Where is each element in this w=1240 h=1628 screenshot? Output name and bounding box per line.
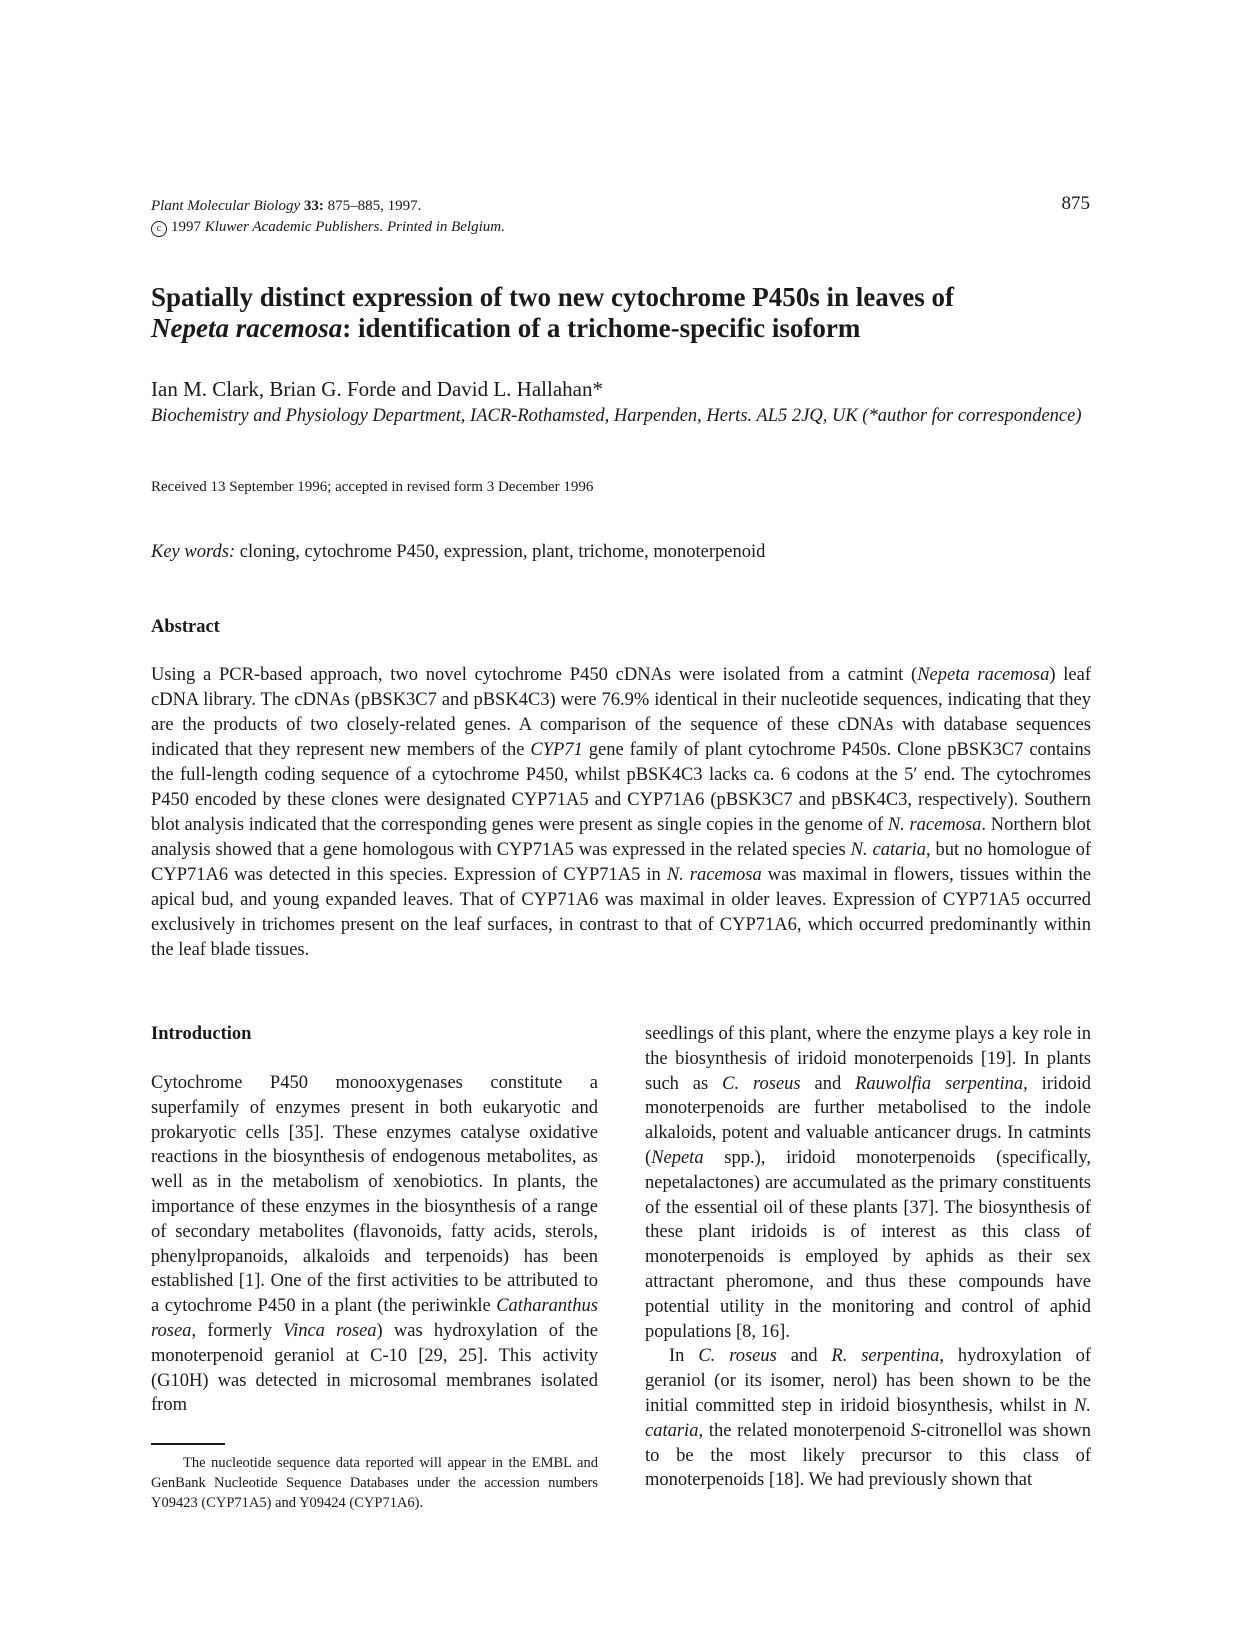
italic-fragment: Nepeta — [651, 1147, 704, 1168]
intro-paragraph-1-continued — [645, 1022, 1091, 1344]
abstract-italic: N. cataria — [850, 840, 926, 860]
page-number: 875 — [1061, 193, 1090, 214]
copyright-icon: c — [151, 221, 167, 237]
text-fragment: spp.), iridoid monoterpenoids (specifically, nepetalactones) are accumulated as the primary constituents of the essential oil of these plants [37]. The biosynthesis of these plant iridoids is of interest as this class of monoterpenoids is employed by aphids as their sex attractant pheromone, and thus these compounds have potential utility in the monitoring and control of aphid populations [8, 16]. — [645, 1147, 1091, 1342]
italic-fragment: Catharanthus rosea — [151, 1296, 598, 1341]
abstract-fragment: , but no homologue of CYP71A6 was detected in this species. Expression of CYP71A5 in — [151, 840, 1092, 885]
abstract-fragment: . Northern blot analysis showed that a gene homologous with CYP71A5 was expressed in the related species — [151, 815, 1091, 860]
keywords — [151, 542, 765, 563]
abstract-fragment: was maximal in flowers, tissues within the apical bud, and young expanded leaves. That of CYP71A6 was maximal in older leaves. Expression of CYP71A5 occurred exclusively in trichomes present on the leaf surfaces, in contrast to that of CYP71A6, which occurred predominantly within the leaf blade tissues. — [151, 865, 1091, 960]
article-title — [151, 282, 1091, 344]
abstract-fragment: ) leaf cDNA library. The cDNAs (pBSK3C7 and pBSK4C3) were 76.9% identical in their nucleotide sequences, indicating that they are the products of two closely-related genes. A comparison of the sequence of these cDNAs with database sequences indicated that they represent new members of the — [151, 665, 1091, 760]
text-fragment: In — [669, 1346, 699, 1367]
text-fragment: -citronellol was shown to be the most likely precursor to this class of monoterpenoids [18]. We had previously shown that — [645, 1420, 1091, 1491]
abstract-italic: Nepeta racemosa — [917, 665, 1050, 685]
abstract-text — [151, 663, 1091, 963]
intro-paragraph-2 — [645, 1344, 1091, 1493]
right-column — [645, 1022, 1091, 1493]
keywords-label: Key words: — [151, 542, 236, 562]
italic-fragment: S — [910, 1420, 921, 1441]
text-fragment: ) was hydroxylation of the monoterpenoid geraniol at C-10 [29, 25]. This activity (G10H) was detected in microsomal membranes isolated from — [151, 1320, 598, 1416]
italic-fragment: C. roseus — [698, 1346, 777, 1367]
text-fragment: , hydroxylation of geraniol (or its isomer, nerol) has been shown to be the initial committed step in iridoid biosynthesis, whilst in — [645, 1346, 1092, 1416]
journal-pages-year: 875–885, 1997. — [323, 198, 422, 214]
italic-fragment: N. cataria — [645, 1395, 1091, 1441]
journal-volume: 33: — [303, 198, 324, 214]
text-fragment: , formerly — [191, 1320, 284, 1341]
text-fragment: , the related monoterpenoid — [698, 1420, 911, 1441]
authors: Ian M. Clark, Brian G. Forde and David L. Hallahan* — [151, 377, 603, 401]
italic-fragment: C. roseus — [722, 1073, 801, 1094]
abstract-italic: CYP71 — [530, 740, 583, 760]
journal-name: Plant Molecular Biology — [151, 198, 301, 214]
journal-line — [151, 196, 505, 217]
abstract-fragment: Using a PCR-based approach, two novel cytochrome P450 cDNAs were isolated from a catmint ( — [151, 665, 918, 685]
introduction-heading: Introduction — [151, 1024, 252, 1044]
title-part-1: Spatially distinct expression of two new cytochrome P450s in leaves of — [151, 282, 954, 312]
italic-fragment: Rauwolfia serpentina — [855, 1073, 1024, 1094]
text-fragment: Cytochrome P450 monooxygenases constitute a superfamily of enzymes present in both eukaryotic and prokaryotic cells [35]. These enzymes catalyse oxidative reactions in the biosynthesis of endogenous metabolites, as well as in the metabolism of xenobiotics. In plants, the importance of these enzymes in the biosynthesis of a range of secondary metabolites (flavonoids, fatty acids, sterols, phenylpropanoids, alkaloids and terpenoids) has been established [1]. One of the first activities to be attributed to a cytochrome P450 in a plant (the periwinkle — [151, 1073, 598, 1317]
text-fragment: and — [800, 1073, 856, 1094]
abstract-heading: Abstract — [151, 617, 220, 637]
left-column — [151, 1022, 598, 1418]
keywords-list: cloning, cytochrome P450, expression, plant, trichome, monoterpenoid — [235, 542, 766, 562]
italic-fragment: Vinca rosea — [283, 1320, 377, 1341]
abstract-italic: N. racemosa — [666, 865, 762, 885]
intro-paragraph-1 — [151, 1071, 598, 1418]
text-fragment: seedlings of this plant, where the enzyme plays a key role in the biosynthesis of iridoid monoterpenoids [19]. In plants such as — [645, 1024, 1091, 1094]
text-fragment: and — [776, 1346, 832, 1367]
affiliation: Biochemistry and Physiology Department, IACR-Rothamsted, Harpenden, Herts. AL5 2JQ, UK (*author for correspondence) — [151, 406, 1082, 426]
footnote: The nucleotide sequence data reported will appear in the EMBL and GenBank Nucleotide Sequence Databases under the accession numbers Y09423 (CYP71A5) and Y09424 (CYP71A6). — [151, 1455, 598, 1511]
journal-citation — [151, 196, 505, 238]
received-dates: Received 13 September 1996; accepted in revised form 3 December 1996 — [151, 479, 594, 495]
title-part-2: : identification of a trichome-specific isoform — [342, 313, 861, 343]
abstract-italic: N. racemosa — [887, 815, 982, 835]
abstract-fragment: gene family of plant cytochrome P450s. Clone pBSK3C7 contains the full-length coding sequence of a cytochrome P450, whilst pBSK4C3 lacks ca. 6 codons at the 5′ end. The cytochromes P450 encoded by these clones were designated CYP71A5 and CYP71A6 (pBSK3C7 and pBSK4C3, respectively). Southern blot analysis indicated that the corresponding genes were present as single copies in the genome of — [151, 740, 1091, 835]
italic-fragment: R. serpentina — [831, 1346, 940, 1367]
publisher: Kluwer Academic Publishers. Printed in Belgium. — [204, 219, 505, 235]
copyright-year: 1997 — [171, 219, 201, 235]
copyright-line — [151, 217, 505, 238]
text-fragment: , iridoid monoterpenoids are further metabolised to the indole alkaloids, potent and valuable anticancer drugs. In catmints ( — [645, 1073, 1092, 1168]
title-species: Nepeta racemosa — [151, 313, 343, 343]
footnote-divider — [151, 1443, 225, 1445]
